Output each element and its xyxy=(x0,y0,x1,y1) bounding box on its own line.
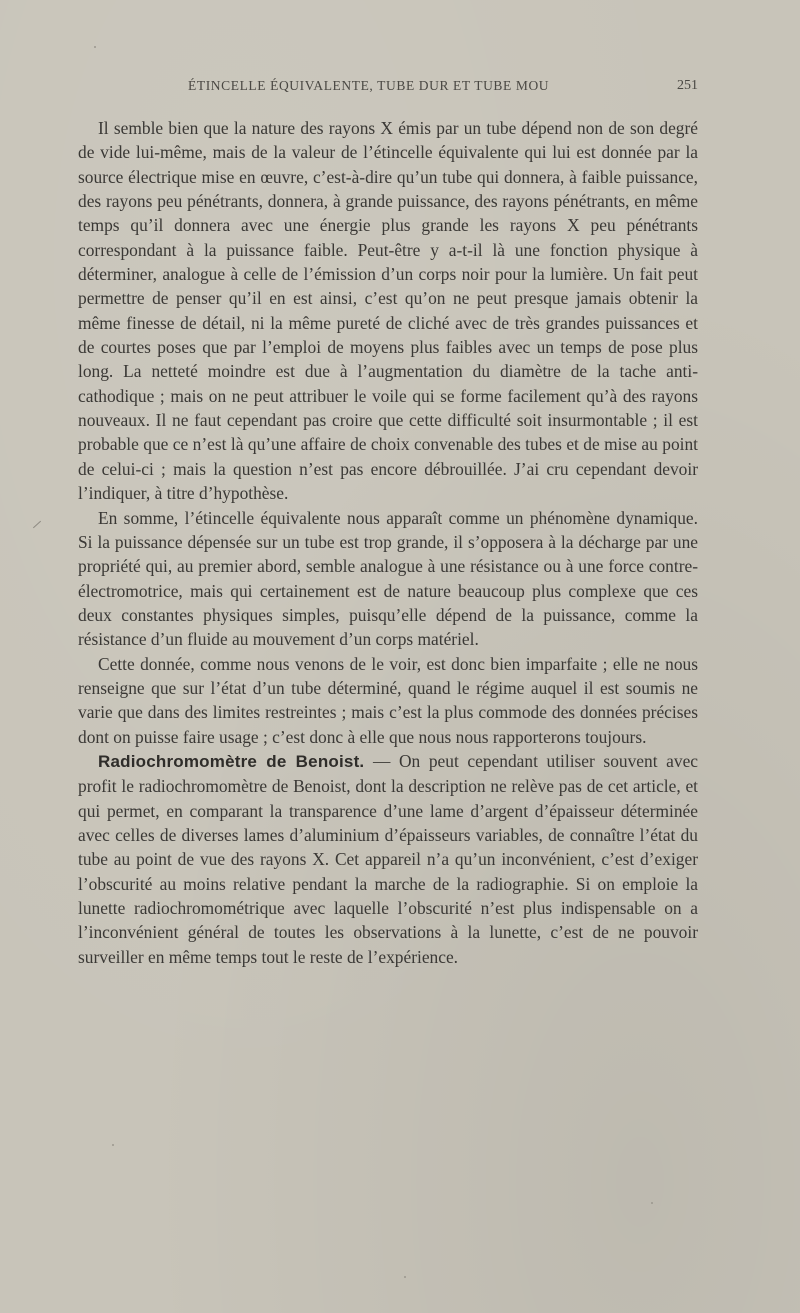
body-text xyxy=(78,116,698,969)
paragraph-1: Il semble bien que la nature des rayons X émis par un tube dépend non de son degré de vide lui-même, mais de la valeur de l’étincelle équivalente qui lui est donnée par la source électrique mise en œuvre, c’est-à-dire qu’un tube qui donnera, à faible puissance, des rayons peu pénétrants, donnera, à grande puissance, des rayons pénétrants, en même temps qu’il donnera avec une énergie plus grande les rayons X peu pénétrants correspondant à la puissance faible. Peut-être y a-t-il là une fonction physique à déterminer, analogue à celle de l’émission d’un corps noir pour la lumière. Un fait peut permettre de penser qu’il en est ainsi, c’est qu’on ne peut presque jamais obtenir la même finesse de détail, ni la même pureté de cliché avec de très grandes puissances et de courtes poses que par l’emploi de moyens plus faibles avec un temps de pose plus long. La netteté moindre est due à l’augmentation du diamètre de la tache anti-cathodique ; mais on ne peut attribuer le voile qui se forme facilement qu’à des rayons nouveaux. Il ne faut cependant pas croire que cette difficulté soit insurmontable ; il est probable que ce n’est là qu’une affaire de choix convenable des tubes et de mise au point de celui-ci ; mais la question n’est pas encore débrouillée. J’ai cru cependant devoir l’indiquer, à titre d’hypothèse. xyxy=(78,118,698,504)
paper-speck xyxy=(112,1144,114,1146)
paper-speck xyxy=(404,1276,406,1278)
paper-speck xyxy=(651,1202,653,1204)
margin-pencil-mark xyxy=(33,521,41,528)
running-title: ÉTINCELLE ÉQUIVALENTE, TUBE DUR ET TUBE MOU xyxy=(188,78,550,93)
page-number: 251 xyxy=(677,78,698,93)
paragraph-4: — On peut cependant utiliser souvent avec profit le radiochromomètre de Benoist, dont la description ne relève pas de cet article, et qui permet, en comparant la transparence d’une lame d’argent d’épaisseur déterminée avec celles de diverses lames d’aluminium d’épaisseurs variables, de connaître l’état du tube au point de vue des rayons X. Cet appareil n’a qu’un inconvénient, c’est d’exiger l’obscurité au moins relative pendant la marche de la radiographie. Si on emploie la lunette radiochromométrique avec laquelle l’obscurité n’est plus indispensable on a l’inconvénient général de toutes les observations à la lunette, c’est de ne pouvoir surveiller en même temps tout le reste de l’expérience. xyxy=(78,750,699,967)
paragraph-3: Cette donnée, comme nous venons de le voir, est donc bien imparfaite ; elle ne nous renseigne que sur l’état d’un tube déterminé, quand le régime auquel il est soumis ne varie que dans des limites restreintes ; mais c’est la plus commode des données précises dont on puisse faire usage ; c’est donc à elle que nous nous rapporterons toujours. xyxy=(78,653,698,747)
paragraph-2: En somme, l’étincelle équivalente nous apparaît comme un phénomène dynamique. Si la puissance dépensée sur un tube est trop grande, il s’opposera à la décharge par une propriété qui, au premier abord, semble analogue à une résistance ou à une force contre-électromotrice, mais qui certainement est de nature beaucoup plus complexe que ces deux constantes physiques simples, puisqu’elle dépend de la puissance, comme la résistance d’un fluide au mouvement d’un corps matériel. xyxy=(78,507,698,650)
running-head xyxy=(78,78,698,98)
paragraph-4-container xyxy=(78,749,698,969)
section-heading: Radiochromomètre de Benoist. xyxy=(98,751,365,771)
paper-speck xyxy=(94,46,96,48)
